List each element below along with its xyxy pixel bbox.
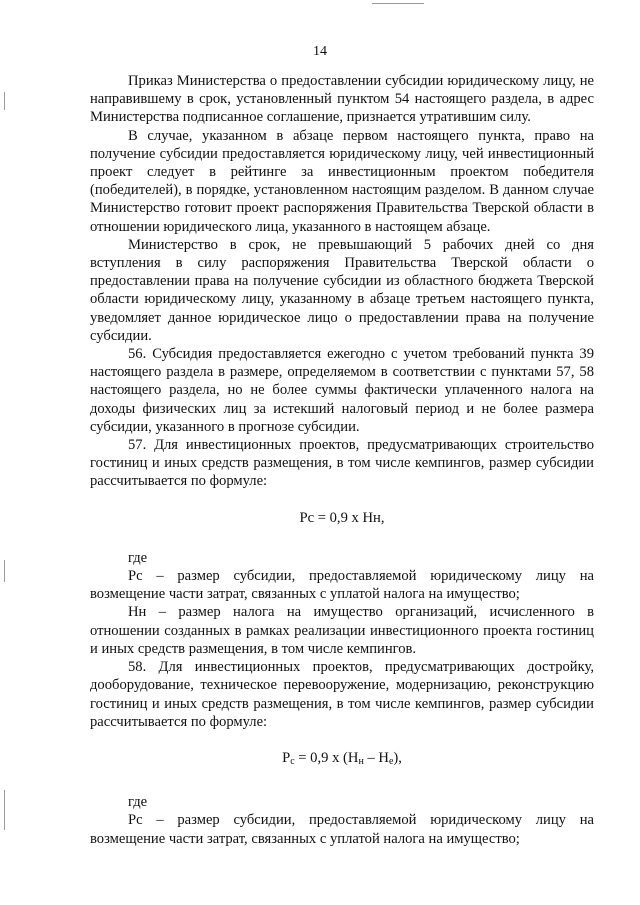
paragraph: Приказ Министерства о предоставлении субсидии юридическому лицу, не направившему в срок, установленный пунктом 54 настоящего раздела, в адрес Министерства подписанное соглашение, признается утратившим силу. — [90, 73, 594, 126]
definition: Нн – размер налога на имущество организаций, исчисленного в отношении созданных в рамках реализации инвестиционного проекта гостиниц и иных средств размещения, в том числе кемпингов. — [90, 604, 594, 657]
paragraph-58: 58. Для инвестиционных проектов, предусматривающих достройку, дооборудование, техническое перевооружение, модернизацию, реконструкцию гостиниц и иных средств размещения, в том числе кемпингов, размер субсидии рассчитывается по формуле: — [90, 659, 594, 730]
paragraph: В случае, указанном в абзаце первом настоящего пункта, право на получение субсидии предоставляется юридическому лицу, чей инвестиционный проект следует в рейтинге за инвестиционным проектом победителя (победителей), в порядке, установленном настоящим разделом. В данном случае Министерство готовит проект распоряжения Правительства Тверской области в отношении юридического лица, указанного в настоящем абзаце. — [90, 127, 594, 235]
paragraph: 56. Субсидия предоставляется ежегодно с учетом требований пункта 39 настоящего раздела в размере, определяемом в соответствии с пунктами 57, 58 настоящего раздела, но не более суммы фактически уплаченного налога на доходы физических лиц за истекший налоговый период и не более размера субсидии, указанного в прогнозе субсидии. — [90, 346, 594, 435]
scan-artifact-left-1 — [4, 92, 5, 110]
definition: Рс – размер субсидии, предоставляемой юридическому лицу на возмещение части затрат, связанных с уплатой налога на имущество; — [90, 812, 594, 847]
formula-1: Рс = 0,9 х Нн, — [299, 509, 385, 526]
definition: Рс – размер субсидии, предоставляемой юридическому лицу на возмещение части затрат, связанных с уплатой налога на имущество; — [90, 568, 594, 603]
scan-artifact-left-2 — [4, 560, 5, 582]
paragraph: 57. Для инвестиционных проектов, предусматривающих строительство гостиниц и иных средств размещения, в том числе кемпингов, размер субсидии рассчитывается по формуле: — [90, 437, 594, 490]
where-label: где — [128, 549, 148, 566]
page-number: 14 — [313, 44, 327, 59]
where-label: где — [128, 794, 148, 811]
paragraph: Министерство в срок, не превышающий 5 рабочих дней со дня вступления в силу распоряжения Правительства Тверской области о предоставлении права на получение субсидии из областного бюджета Тверской области юридическому лицу, указанному в абзаце третьем настоящего пункта, уведомляет данное юридическое лицо о предоставлении права на получение субсидии. — [90, 236, 594, 344]
document-body — [90, 72, 594, 848]
scan-artifact-top — [372, 3, 424, 4]
scan-artifact-left-3 — [4, 790, 5, 830]
formula-2: $Р_с = 0,9$ х $(Н_н - Н_е)$, — [282, 749, 402, 767]
